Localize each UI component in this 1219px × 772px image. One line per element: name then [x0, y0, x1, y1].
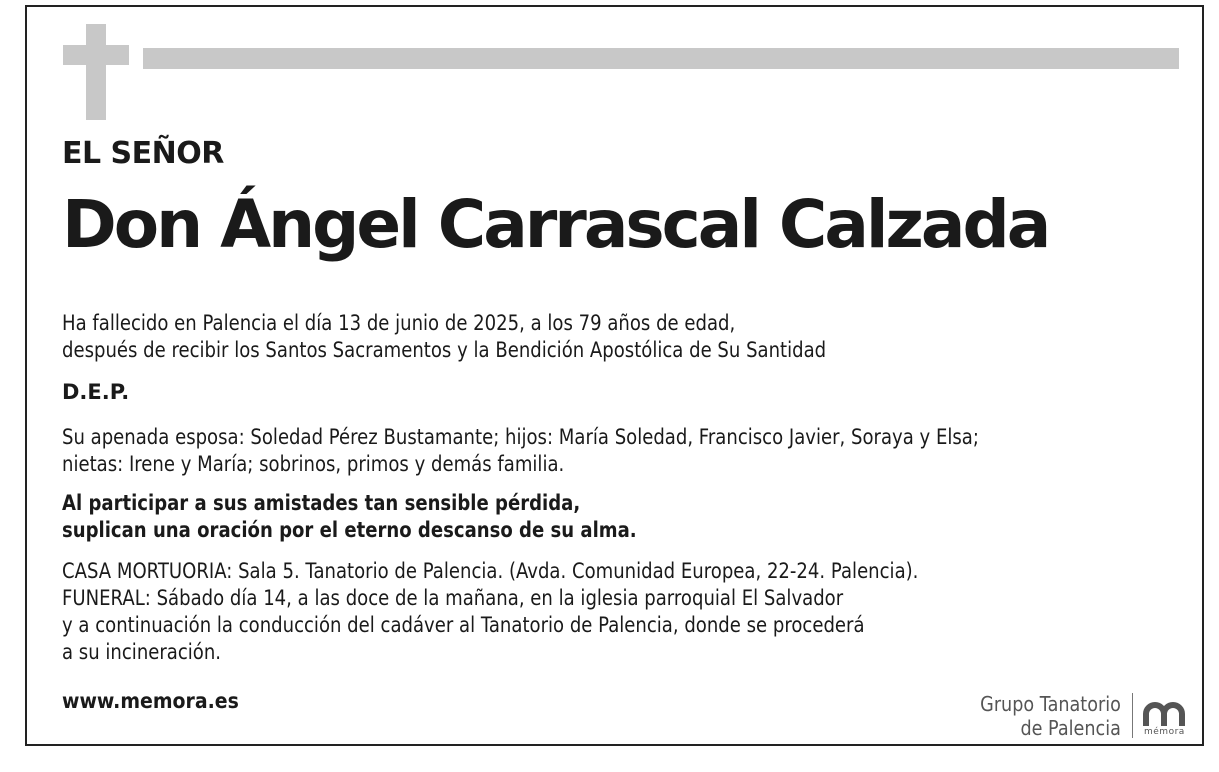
- request-paragraph: [62, 490, 637, 544]
- details-line-3: y a continuación la conducción del cadáver al Tanatorio de Palencia, donde se procederá: [62, 613, 865, 637]
- logo-label: mémora: [1144, 727, 1185, 737]
- details-line-4: a su incineración.: [62, 640, 222, 664]
- pretitle: EL SEÑOR: [62, 136, 224, 171]
- death-announcement: [62, 310, 826, 364]
- request-line-1: Al participar a sus amistades tan sensible pérdida,: [62, 491, 581, 515]
- brand-divider: [1132, 693, 1133, 738]
- request-line-2: suplican una oración por el eterno descanso de su alma.: [62, 518, 637, 542]
- family-line-2: nietas: Irene y María; sobrinos, primos y demás familia.: [62, 452, 565, 476]
- website-link[interactable]: www.memora.es: [62, 689, 239, 713]
- brand-line-1: Grupo Tanatorio: [980, 692, 1121, 716]
- details-line-2: FUNERAL: Sábado día 14, a las doce de la mañana, en la iglesia parroquial El Salvador: [62, 586, 844, 610]
- family-line-1: Su apenada esposa: Soledad Pérez Bustamante; hijos: María Soledad, Francisco Javier, Soraya y Elsa;: [62, 425, 979, 449]
- family-paragraph: [62, 424, 979, 478]
- dep-label: D.E.P.: [62, 380, 130, 404]
- details-paragraph: [62, 558, 918, 666]
- brand-line-2: de Palencia: [1020, 716, 1121, 740]
- cross-icon-vertical: [86, 24, 106, 120]
- cross-icon-horizontal: [63, 45, 129, 65]
- details-line-1: CASA MORTUORIA: Sala 5. Tanatorio de Palencia. (Avda. Comunidad Europea, 22-24. Palencia).: [62, 559, 919, 583]
- deceased-name: Don Ángel Carrascal Calzada: [62, 186, 1049, 263]
- death-line-2: después de recibir los Santos Sacramentos y la Bendición Apostólica de Su Santidad: [62, 338, 827, 362]
- death-line-1: Ha fallecido en Palencia el día 13 de junio de 2025, a los 79 años de edad,: [62, 311, 736, 335]
- brand-name: [980, 692, 1121, 740]
- header-bar: [143, 48, 1179, 69]
